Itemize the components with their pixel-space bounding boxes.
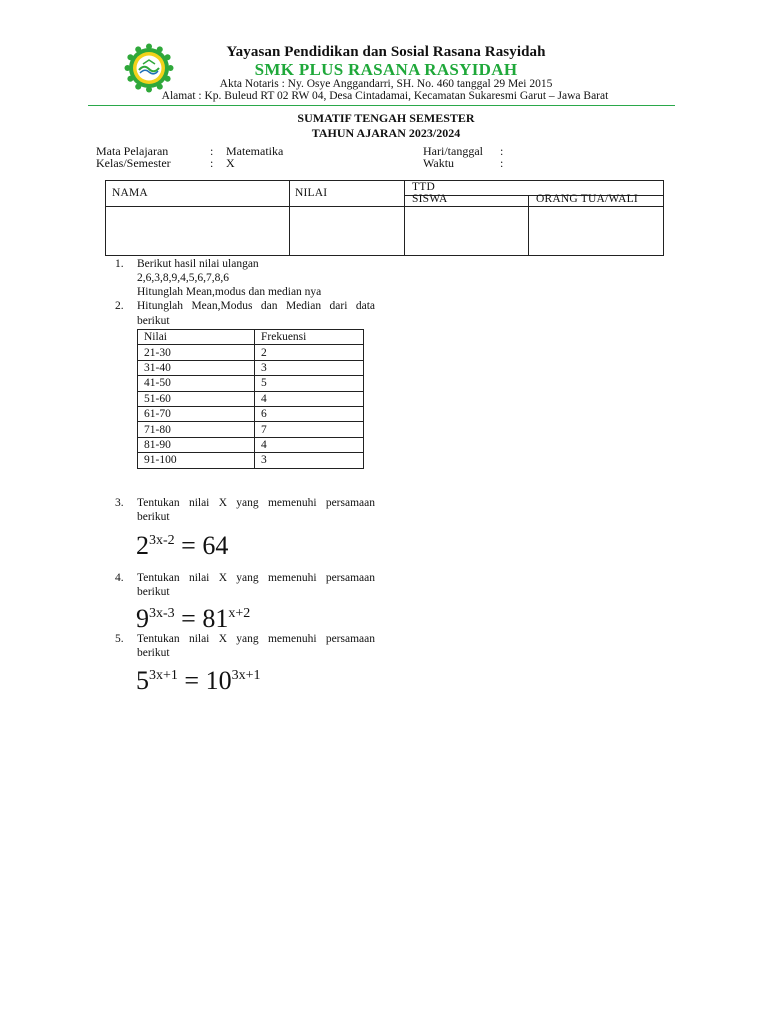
class-colon: : bbox=[210, 156, 214, 170]
table-cell-interval: 61-70 bbox=[138, 406, 255, 421]
table-cell-interval: 81-90 bbox=[138, 437, 255, 452]
parent-signature-header: ORANG TUA/WALI bbox=[536, 193, 638, 205]
subject-colon: : bbox=[210, 144, 214, 158]
day-date-label: Hari/tanggal bbox=[423, 144, 483, 158]
question-4-text: Tentukan nilai X yang memenuhi persamaan bbox=[137, 572, 375, 584]
equation-mid: = 81 bbox=[174, 604, 229, 633]
table-cell-frequency: 5 bbox=[255, 376, 364, 391]
question-2-text: Hitunglah Mean,Modus dan Median dari data bbox=[137, 300, 375, 312]
equation-exponent-rhs: x+2 bbox=[228, 606, 251, 621]
equation-rhs: = 64 bbox=[174, 531, 229, 560]
table-row bbox=[138, 360, 364, 375]
table-row bbox=[138, 345, 364, 360]
question-1-instruction: Hitunglah Mean,modus dan median nya bbox=[137, 286, 322, 298]
notary-deed: Akta Notaris : Ny. Osye Anggandarri, SH. No. 460 tanggal 29 Mei 2015 bbox=[219, 78, 553, 90]
day-date-colon: : bbox=[500, 144, 504, 158]
equation-exponent: 3x-3 bbox=[149, 606, 175, 621]
table-cell-frequency: 4 bbox=[255, 391, 364, 406]
question-3-number: 3. bbox=[115, 497, 124, 509]
school-name: SMK PLUS RASANA RASYIDAH bbox=[254, 60, 518, 79]
school-logo bbox=[124, 43, 174, 93]
score-header: NILAI bbox=[295, 187, 328, 199]
student-signature-cell[interactable] bbox=[405, 207, 527, 254]
question-3-text-cont: berikut bbox=[137, 511, 170, 523]
equation-base: 5 bbox=[136, 666, 149, 695]
table-cell-interval: 31-40 bbox=[138, 360, 255, 375]
table-row bbox=[138, 437, 364, 452]
table-cell-frequency: 7 bbox=[255, 422, 364, 437]
question-5-text-cont: berikut bbox=[137, 647, 170, 659]
table-cell-interval: 51-60 bbox=[138, 391, 255, 406]
class-label: Kelas/Semester bbox=[96, 156, 171, 170]
column-header-frekuensi: Frekuensi bbox=[255, 330, 364, 345]
question-4-equation bbox=[136, 601, 250, 632]
question-2-text-cont: berikut bbox=[137, 315, 170, 327]
table-cell-interval: 91-100 bbox=[138, 453, 255, 468]
table-cell-frequency: 3 bbox=[255, 453, 364, 468]
table-cell-frequency: 3 bbox=[255, 360, 364, 375]
question-4-number: 4. bbox=[115, 572, 124, 584]
question-1-number: 1. bbox=[115, 258, 124, 270]
question-2-number: 2. bbox=[115, 300, 124, 312]
equation-exponent-rhs: 3x+1 bbox=[231, 668, 261, 683]
time-label: Waktu bbox=[423, 156, 455, 170]
question-1-data: 2,6,3,8,9,4,5,6,7,8,6 bbox=[137, 272, 229, 284]
parent-signature-cell[interactable] bbox=[529, 207, 662, 254]
signature-header: TTD bbox=[412, 181, 435, 193]
name-cell[interactable] bbox=[107, 207, 288, 254]
table-row bbox=[138, 422, 364, 437]
time-colon: : bbox=[500, 156, 504, 170]
table-row bbox=[138, 406, 364, 421]
score-cell[interactable] bbox=[290, 207, 403, 254]
table-row bbox=[138, 391, 364, 406]
table-cell-frequency: 4 bbox=[255, 437, 364, 452]
table-header-row bbox=[138, 330, 364, 345]
table-row bbox=[138, 376, 364, 391]
exam-title: SUMATIF TENGAH SEMESTER bbox=[297, 111, 475, 125]
question-4-text-cont: berikut bbox=[137, 586, 170, 598]
frequency-table bbox=[137, 329, 364, 469]
student-signature-header: SISWA bbox=[412, 193, 448, 205]
table-row bbox=[138, 453, 364, 468]
question-5-text: Tentukan nilai X yang memenuhi persamaan bbox=[137, 633, 375, 645]
equation-base: 9 bbox=[136, 604, 149, 633]
table-cell-interval: 21-30 bbox=[138, 345, 255, 360]
table-cell-interval: 71-80 bbox=[138, 422, 255, 437]
foundation-name: Yayasan Pendidikan dan Sosial Rasana Rasyidah bbox=[226, 44, 546, 60]
question-3-equation bbox=[136, 528, 228, 559]
question-1-text: Berikut hasil nilai ulangan bbox=[137, 258, 259, 270]
column-header-nilai: Nilai bbox=[138, 330, 255, 345]
table-cell-frequency: 6 bbox=[255, 406, 364, 421]
equation-exponent: 3x-2 bbox=[149, 533, 175, 548]
question-5-equation bbox=[136, 663, 260, 694]
question-3-text: Tentukan nilai X yang memenuhi persamaan bbox=[137, 497, 375, 509]
school-address: Alamat : Kp. Buleud RT 02 RW 04, Desa Cintadamai, Kecamatan Sukaresmi Garut – Jawa Barat bbox=[161, 90, 609, 102]
table-cell-frequency: 2 bbox=[255, 345, 364, 360]
equation-exponent: 3x+1 bbox=[149, 668, 178, 683]
identity-table bbox=[105, 180, 664, 256]
academic-year: TAHUN AJARAN 2023/2024 bbox=[311, 126, 461, 140]
equation-base: 2 bbox=[136, 531, 149, 560]
question-5-number: 5. bbox=[115, 633, 124, 645]
table-cell-interval: 41-50 bbox=[138, 376, 255, 391]
name-header: NAMA bbox=[112, 187, 148, 199]
class-value: X bbox=[226, 156, 235, 170]
equation-mid: = 10 bbox=[177, 666, 232, 695]
letterhead-divider bbox=[88, 105, 675, 106]
subject-label: Mata Pelajaran bbox=[96, 144, 169, 158]
subject-value: Matematika bbox=[226, 144, 284, 158]
